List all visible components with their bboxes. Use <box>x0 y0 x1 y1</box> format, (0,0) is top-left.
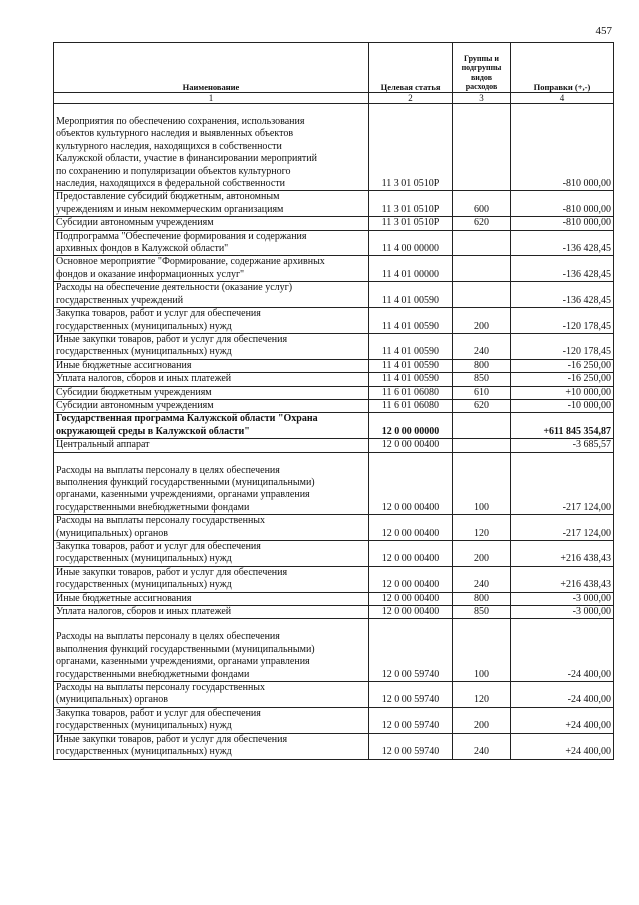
table-row <box>54 413 614 439</box>
row-name <box>54 373 369 386</box>
row-amendment-amount: -16 250,00 <box>511 373 614 386</box>
table-row <box>54 399 614 412</box>
column-number: 2 <box>369 93 453 104</box>
table-row <box>54 541 614 567</box>
row-target-article: 11 4 01 00590 <box>369 333 453 359</box>
row-target-article: 11 4 01 00590 <box>369 373 453 386</box>
row-name-line: Закупка товаров, работ и услуг для обеспечения <box>56 541 261 552</box>
row-name-line: фондов и оказание информационных услуг" <box>56 268 245 280</box>
row-name-line: государственными внебюджетными фондами <box>56 501 250 513</box>
row-target-article: 11 3 01 0510Р <box>369 104 453 191</box>
row-name-line: Расходы на выплаты персоналу в целях обеспечения <box>56 464 280 476</box>
row-target-article: 11 6 01 06080 <box>369 386 453 399</box>
row-amendment-amount: +216 438,43 <box>511 566 614 592</box>
table-row <box>54 566 614 592</box>
table-row <box>54 359 614 372</box>
header-groups-line: подгруппы <box>461 63 502 73</box>
row-name-line: Предоставление субсидий бюджетным, автономным <box>56 191 280 203</box>
row-expense-group: 120 <box>453 515 511 541</box>
row-name-line: (муниципальных) органов <box>56 527 169 539</box>
row-name <box>54 707 369 733</box>
row-name-line: государственных (муниципальных) нужд <box>56 579 232 591</box>
column-number: 1 <box>54 93 369 104</box>
row-name-line: Субсидии автономным учреждениям <box>56 399 214 411</box>
row-name-line: Расходы на выплаты персоналу государственных <box>56 515 266 527</box>
row-name-line: Закупка товаров, работ и услуг для обеспечения <box>56 308 261 320</box>
row-name-line: Иные закупки товаров, работ и услуг для обеспечения <box>56 733 288 745</box>
table-row <box>54 707 614 733</box>
row-name-line: учреждениям и иным некоммерческим организациям <box>56 203 284 215</box>
row-name-line: Субсидии бюджетным учреждениям <box>56 386 212 398</box>
row-name <box>54 386 369 399</box>
row-name <box>54 606 369 619</box>
row-amendment-amount: -810 000,00 <box>511 191 614 217</box>
row-name <box>54 399 369 412</box>
row-expense-group: 100 <box>453 619 511 682</box>
row-amendment-amount: +24 400,00 <box>511 733 614 759</box>
row-amendment-amount: -810 000,00 <box>511 217 614 230</box>
row-target-article: 12 0 00 00400 <box>369 439 453 452</box>
row-expense-group: 800 <box>453 592 511 605</box>
row-name <box>54 439 369 452</box>
table-row <box>54 386 614 399</box>
row-target-article: 12 0 00 00400 <box>369 592 453 605</box>
row-name-line: государственных (муниципальных) нужд <box>56 553 232 565</box>
row-name-line: выполнения функций государственными (муниципальными) <box>56 643 315 655</box>
row-name <box>54 515 369 541</box>
row-expense-group <box>453 413 511 439</box>
row-expense-group: 850 <box>453 606 511 619</box>
row-name <box>54 452 369 515</box>
table-row <box>54 606 614 619</box>
table-row <box>54 256 614 282</box>
table-row <box>54 682 614 708</box>
row-name-line: Расходы на выплаты персоналу государственных <box>56 682 266 694</box>
row-name-line: архивных фондов в Калужской области" <box>56 243 229 255</box>
row-name-line: Уплата налогов, сборов и иных платежей <box>56 606 232 618</box>
header-expense-groups <box>453 43 511 93</box>
row-spacer <box>56 453 366 465</box>
row-name-line: Иные бюджетные ассигнования <box>56 359 192 371</box>
row-target-article: 12 0 00 00400 <box>369 452 453 515</box>
table-body <box>54 104 614 760</box>
row-name-line: выполнения функций государственными (муниципальными) <box>56 476 315 488</box>
row-spacer <box>56 619 366 631</box>
row-amendment-amount: -217 124,00 <box>511 452 614 515</box>
row-amendment-amount: -136 428,45 <box>511 282 614 308</box>
row-target-article: 12 0 00 00400 <box>369 515 453 541</box>
row-expense-group <box>453 256 511 282</box>
row-target-article: 12 0 00 00000 <box>369 413 453 439</box>
row-target-article: 12 0 00 00400 <box>369 606 453 619</box>
row-expense-group <box>453 104 511 191</box>
row-target-article: 11 4 01 00590 <box>369 359 453 372</box>
row-name-line: государственными внебюджетными фондами <box>56 668 250 680</box>
row-name-line: органами, казенными учреждениями, органами управления <box>56 489 310 501</box>
table-row <box>54 619 614 682</box>
header-groups-line: видов <box>470 72 493 82</box>
table-row <box>54 191 614 217</box>
row-name-line: по сохранению и популяризации объектов культурного <box>56 165 291 177</box>
row-name <box>54 592 369 605</box>
table-row <box>54 217 614 230</box>
row-target-article: 11 3 01 0510Р <box>369 217 453 230</box>
row-expense-group: 120 <box>453 682 511 708</box>
row-expense-group: 100 <box>453 452 511 515</box>
row-name-line: окружающей среды в Калужской области" <box>56 425 250 437</box>
row-name <box>54 359 369 372</box>
row-target-article: 12 0 00 59740 <box>369 619 453 682</box>
row-name-line: Иные закупки товаров, работ и услуг для обеспечения <box>56 566 288 578</box>
row-expense-group <box>453 230 511 256</box>
row-name-line: государственных (муниципальных) нужд <box>56 346 232 358</box>
row-name-line: объектов культурного наследия и выявленных объектов <box>56 128 294 140</box>
row-name-line: Расходы на выплаты персоналу в целях обеспечения <box>56 631 280 643</box>
row-name-line: наследия, находящихся в федеральной собственности <box>56 178 286 190</box>
row-name <box>54 541 369 567</box>
row-amendment-amount: -10 000,00 <box>511 399 614 412</box>
row-name <box>54 230 369 256</box>
row-expense-group <box>453 439 511 452</box>
table-row <box>54 282 614 308</box>
row-name-line: государственных учреждений <box>56 294 184 306</box>
row-name-line: Иные бюджетные ассигнования <box>56 592 192 604</box>
header-target-article: Целевая статья <box>369 43 453 93</box>
row-amendment-amount: -217 124,00 <box>511 515 614 541</box>
header-groups-line: Группы и <box>463 53 499 63</box>
row-amendment-amount: -3 000,00 <box>511 592 614 605</box>
row-amendment-amount: +611 845 354,87 <box>511 413 614 439</box>
row-name-line: Государственная программа Калужской области "Охрана <box>56 413 318 425</box>
column-number-row <box>54 93 614 104</box>
row-amendment-amount: +10 000,00 <box>511 386 614 399</box>
row-target-article: 12 0 00 59740 <box>369 682 453 708</box>
row-name-line: Расходы на обеспечение деятельности (оказание услуг) <box>56 282 293 294</box>
row-name-line: Мероприятия по обеспечению сохранения, использования <box>56 116 305 127</box>
row-name-line: государственных (муниципальных) нужд <box>56 746 232 758</box>
row-target-article: 12 0 00 00400 <box>369 541 453 567</box>
row-expense-group: 850 <box>453 373 511 386</box>
row-target-article: 11 3 01 0510Р <box>369 191 453 217</box>
row-name-line: Основное мероприятие "Формирование, содержание архивных <box>56 256 325 268</box>
row-name <box>54 282 369 308</box>
row-expense-group: 200 <box>453 541 511 567</box>
row-name-line: Закупка товаров, работ и услуг для обеспечения <box>56 707 261 719</box>
row-amendment-amount: -120 178,45 <box>511 333 614 359</box>
row-target-article: 11 4 01 00000 <box>369 256 453 282</box>
table-row <box>54 230 614 256</box>
row-amendment-amount: -136 428,45 <box>511 256 614 282</box>
row-name <box>54 682 369 708</box>
row-name <box>54 217 369 230</box>
row-name-line: Иные закупки товаров, работ и услуг для обеспечения <box>56 333 288 345</box>
row-expense-group: 200 <box>453 707 511 733</box>
row-expense-group: 240 <box>453 333 511 359</box>
row-expense-group: 800 <box>453 359 511 372</box>
row-name-line: Уплата налогов, сборов и иных платежей <box>56 373 232 385</box>
row-target-article: 11 6 01 06080 <box>369 399 453 412</box>
row-name <box>54 191 369 217</box>
row-amendment-amount: +216 438,43 <box>511 541 614 567</box>
row-name <box>54 308 369 334</box>
row-name-line: (муниципальных) органов <box>56 694 169 706</box>
table-row <box>54 333 614 359</box>
row-amendment-amount: -3 685,57 <box>511 439 614 452</box>
row-amendment-amount: -24 400,00 <box>511 619 614 682</box>
row-amendment-amount: -24 400,00 <box>511 682 614 708</box>
row-name <box>54 566 369 592</box>
row-name <box>54 333 369 359</box>
row-amendment-amount: -120 178,45 <box>511 308 614 334</box>
header-row <box>54 43 614 93</box>
row-name <box>54 733 369 759</box>
row-expense-group: 620 <box>453 399 511 412</box>
row-expense-group <box>453 282 511 308</box>
table-row <box>54 733 614 759</box>
row-name <box>54 413 369 439</box>
row-amendment-amount: -136 428,45 <box>511 230 614 256</box>
row-target-article: 11 4 00 00000 <box>369 230 453 256</box>
row-expense-group: 200 <box>453 308 511 334</box>
row-name-line: Центральный аппарат <box>56 439 150 451</box>
header-amendments: Поправки (+,-) <box>511 43 614 93</box>
table-row <box>54 373 614 386</box>
table-row <box>54 439 614 452</box>
row-target-article: 11 4 01 00590 <box>369 308 453 334</box>
row-expense-group: 610 <box>453 386 511 399</box>
header-groups-line: расходов <box>465 82 498 92</box>
row-target-article: 11 4 01 00590 <box>369 282 453 308</box>
row-name <box>54 256 369 282</box>
row-spacer <box>56 104 366 116</box>
column-number: 3 <box>453 93 511 104</box>
table-row <box>54 452 614 515</box>
row-name-line: Калужской области, участие в финансировании мероприятий <box>56 153 317 165</box>
table-row <box>54 308 614 334</box>
page-number: 457 <box>595 25 612 37</box>
row-target-article: 12 0 00 59740 <box>369 733 453 759</box>
column-number: 4 <box>511 93 614 104</box>
row-amendment-amount: -16 250,00 <box>511 359 614 372</box>
row-name-line: Подпрограмма "Обеспечение формирования и содержания <box>56 230 307 242</box>
row-name-line: государственных (муниципальных) нужд <box>56 720 232 732</box>
table-row <box>54 592 614 605</box>
table-row <box>54 104 614 191</box>
row-amendment-amount: +24 400,00 <box>511 707 614 733</box>
row-name <box>54 104 369 191</box>
row-name <box>54 619 369 682</box>
row-name-line: государственных (муниципальных) нужд <box>56 320 232 332</box>
row-name-line: Субсидии автономным учреждениям <box>56 217 214 229</box>
header-name: Наименование <box>54 43 369 93</box>
row-expense-group: 240 <box>453 733 511 759</box>
row-expense-group: 620 <box>453 217 511 230</box>
budget-table <box>53 42 614 760</box>
row-amendment-amount: -3 000,00 <box>511 606 614 619</box>
row-name-line: органами, казенными учреждениями, органами управления <box>56 656 310 668</box>
row-target-article: 12 0 00 59740 <box>369 707 453 733</box>
row-expense-group: 240 <box>453 566 511 592</box>
table-row <box>54 515 614 541</box>
row-amendment-amount: -810 000,00 <box>511 104 614 191</box>
row-expense-group: 600 <box>453 191 511 217</box>
row-target-article: 12 0 00 00400 <box>369 566 453 592</box>
row-name-line: культурного наследия, находящихся в собственности <box>56 140 282 152</box>
